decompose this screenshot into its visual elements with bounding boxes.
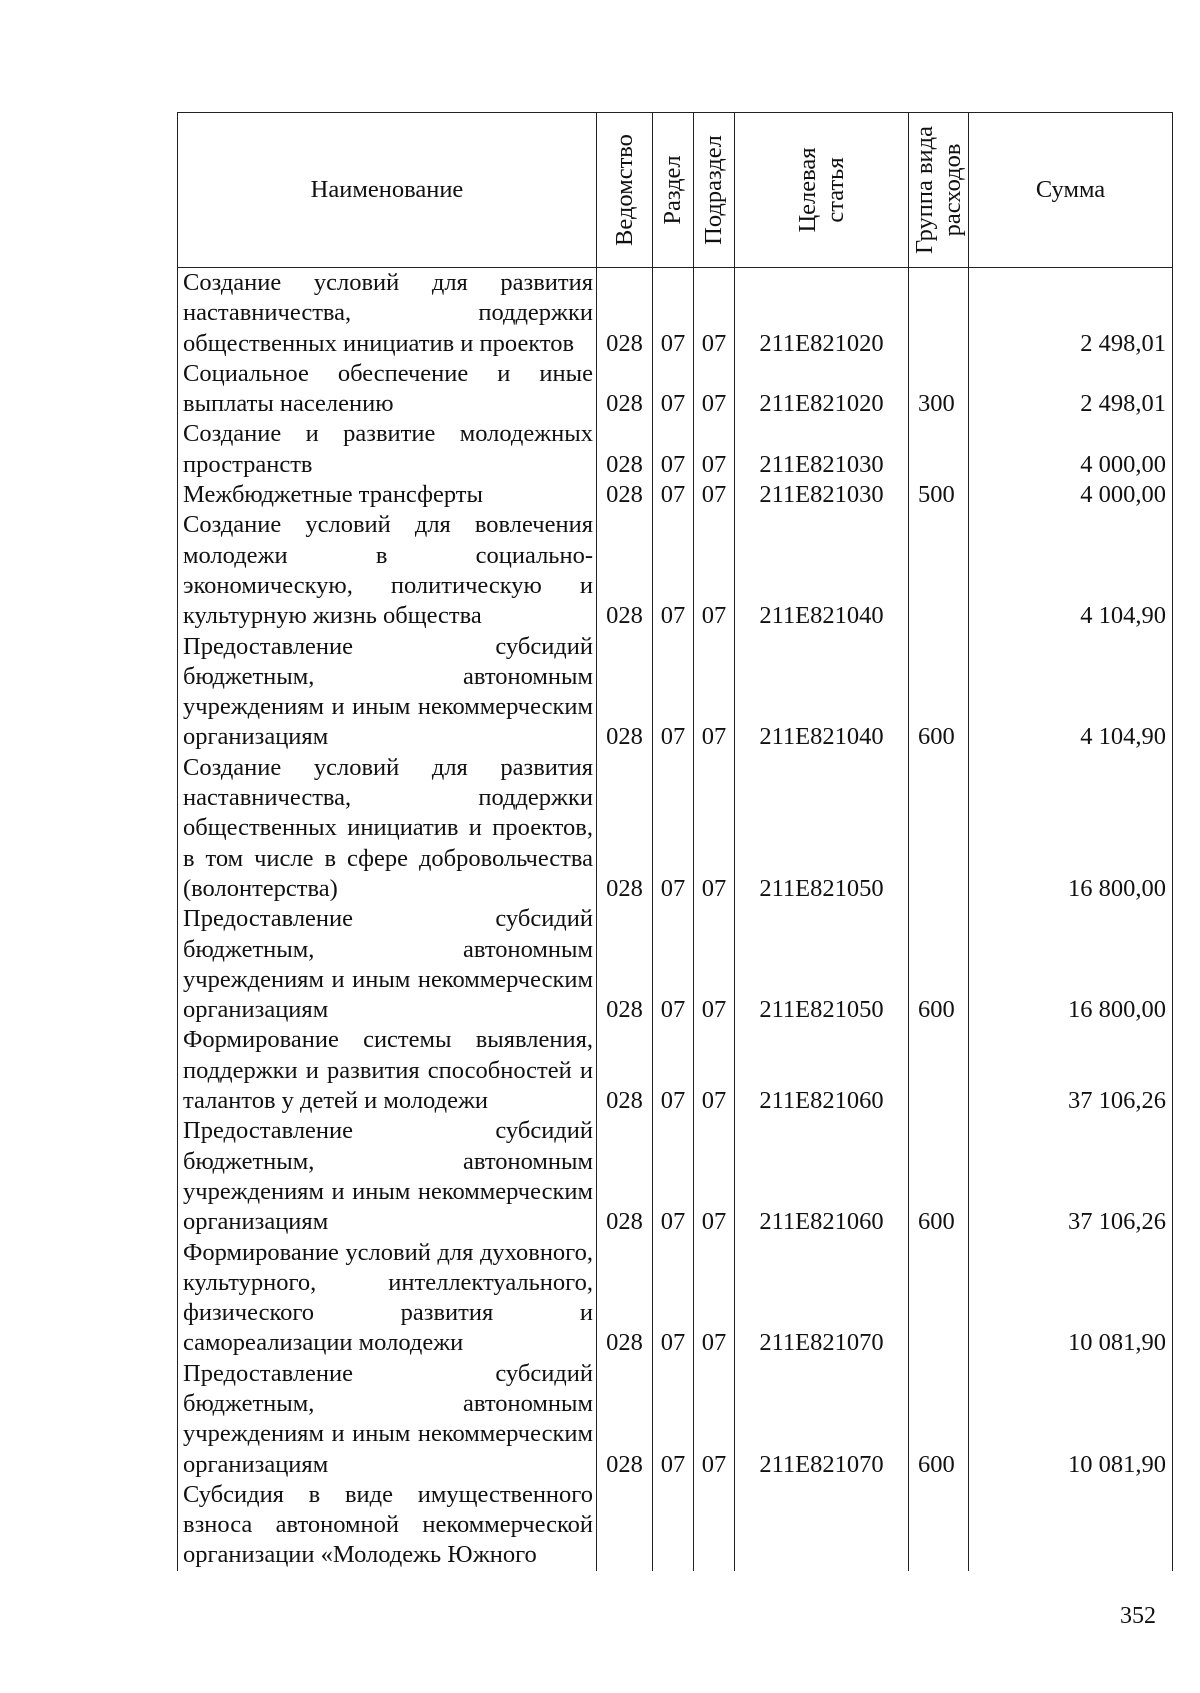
row-gruppa-cell <box>909 268 969 359</box>
row-gruppa-cell: 500 <box>909 480 969 510</box>
row-celevaya-cell: 211E821020 <box>735 268 909 359</box>
table-row <box>178 1359 1173 1480</box>
row-celevaya-cell: 211E821060 <box>735 1025 909 1116</box>
row-vedomstvo-cell: 028 <box>597 1359 653 1480</box>
row-razdel-cell: 07 <box>653 419 694 480</box>
row-name-cell: Предоставление субсидий бюджетным, автономным учреждениям и иным некоммерческим организациям <box>178 1359 597 1480</box>
row-name-cell: Создание условий для развития наставничества, поддержки общественных инициатив и проектов <box>178 268 597 359</box>
row-podrazdel-cell: 07 <box>694 419 735 480</box>
header-gruppa-label: Группа вида расходов <box>910 125 966 255</box>
header-summa: Сумма <box>969 113 1173 268</box>
row-name-cell: Создание и развитие молодежных пространств <box>178 419 597 480</box>
row-vedomstvo-cell: 028 <box>597 419 653 480</box>
header-celevaya <box>735 113 909 268</box>
table-header-row <box>178 113 1173 268</box>
row-razdel-cell: 07 <box>653 1238 694 1359</box>
row-razdel-cell: 07 <box>653 359 694 420</box>
row-vedomstvo-cell: 028 <box>597 632 653 753</box>
row-celevaya-cell: 211E821030 <box>735 480 909 510</box>
row-gruppa-cell <box>909 419 969 480</box>
header-name: Наименование <box>178 113 597 268</box>
row-name-cell: Субсидия в виде имущественного взноса автономной некоммерческой организации «Молодежь Южного <box>178 1480 597 1571</box>
page-number: 352 <box>1120 1603 1156 1629</box>
row-summa-cell: 16 800,00 <box>969 753 1173 904</box>
row-vedomstvo-cell: 028 <box>597 753 653 904</box>
header-vedomstvo <box>597 113 653 268</box>
table-row <box>178 753 1173 904</box>
row-vedomstvo-cell: 028 <box>597 1116 653 1237</box>
row-name-cell: Формирование системы выявления, поддержки и развития способностей и талантов у детей и молодежи <box>178 1025 597 1116</box>
row-podrazdel-cell: 07 <box>694 480 735 510</box>
row-gruppa-cell <box>909 510 969 631</box>
row-summa-cell: 37 106,26 <box>969 1116 1173 1237</box>
row-summa-cell <box>969 1480 1173 1571</box>
row-celevaya-cell: 211E821070 <box>735 1238 909 1359</box>
row-celevaya-cell: 211E821020 <box>735 359 909 420</box>
header-gruppa <box>909 113 969 268</box>
row-summa-cell: 37 106,26 <box>969 1025 1173 1116</box>
table-row <box>178 268 1173 359</box>
header-podrazdel <box>694 113 735 268</box>
table-row <box>178 632 1173 753</box>
header-celevaya-label: Целевая статья <box>793 147 849 233</box>
row-gruppa-cell: 600 <box>909 1359 969 1480</box>
table-row <box>178 1116 1173 1237</box>
row-gruppa-cell <box>909 1238 969 1359</box>
row-summa-cell: 2 498,01 <box>969 359 1173 420</box>
header-razdel-label: Раздел <box>659 155 686 225</box>
row-vedomstvo-cell: 028 <box>597 904 653 1025</box>
row-celevaya-cell: 211E821050 <box>735 904 909 1025</box>
table-row <box>178 904 1173 1025</box>
row-celevaya-cell: 211E821040 <box>735 632 909 753</box>
row-gruppa-cell: 300 <box>909 359 969 420</box>
row-gruppa-cell <box>909 1025 969 1116</box>
row-name-cell: Предоставление субсидий бюджетным, автономным учреждениям и иным некоммерческим организациям <box>178 632 597 753</box>
row-summa-cell: 2 498,01 <box>969 268 1173 359</box>
table-row <box>178 359 1173 420</box>
row-name-cell: Социальное обеспечение и иные выплаты населению <box>178 359 597 420</box>
row-celevaya-cell: 211E821060 <box>735 1116 909 1237</box>
header-razdel <box>653 113 694 268</box>
row-summa-cell: 10 081,90 <box>969 1359 1173 1480</box>
row-vedomstvo-cell: 028 <box>597 359 653 420</box>
row-name-cell: Предоставление субсидий бюджетным, автономным учреждениям и иным некоммерческим организациям <box>178 904 597 1025</box>
row-razdel-cell: 07 <box>653 1116 694 1237</box>
row-vedomstvo-cell: 028 <box>597 1238 653 1359</box>
row-gruppa-cell <box>909 1480 969 1571</box>
row-summa-cell: 4 104,90 <box>969 510 1173 631</box>
row-name-cell: Создание условий для развития наставничества, поддержки общественных инициатив и проектов, в том числе в сфере добровольчества (волонтерства) <box>178 753 597 904</box>
row-podrazdel-cell: 07 <box>694 1238 735 1359</box>
row-summa-cell: 4 104,90 <box>969 632 1173 753</box>
budget-table <box>177 112 1173 1571</box>
row-summa-cell: 4 000,00 <box>969 419 1173 480</box>
row-name-cell: Межбюджетные трансферты <box>178 480 597 510</box>
row-razdel-cell: 07 <box>653 268 694 359</box>
row-vedomstvo-cell <box>597 1480 653 1571</box>
row-vedomstvo-cell: 028 <box>597 1025 653 1116</box>
row-razdel-cell: 07 <box>653 480 694 510</box>
row-gruppa-cell: 600 <box>909 904 969 1025</box>
row-celevaya-cell: 211E821050 <box>735 753 909 904</box>
row-podrazdel-cell: 07 <box>694 1025 735 1116</box>
table-row <box>178 480 1173 510</box>
row-podrazdel-cell: 07 <box>694 1116 735 1237</box>
row-name-cell: Создание условий для вовлечения молодежи в социально-экономическую, политическую и культурную жизнь общества <box>178 510 597 631</box>
row-vedomstvo-cell: 028 <box>597 510 653 631</box>
table-row <box>178 1025 1173 1116</box>
row-summa-cell: 4 000,00 <box>969 480 1173 510</box>
header-podrazdel-label: Подраздел <box>700 135 727 245</box>
row-razdel-cell: 07 <box>653 753 694 904</box>
row-podrazdel-cell: 07 <box>694 1359 735 1480</box>
table-row <box>178 1238 1173 1359</box>
row-summa-cell: 16 800,00 <box>969 904 1173 1025</box>
row-razdel-cell <box>653 1480 694 1571</box>
row-podrazdel-cell <box>694 1480 735 1571</box>
table-row <box>178 419 1173 480</box>
row-gruppa-cell: 600 <box>909 632 969 753</box>
row-razdel-cell: 07 <box>653 1359 694 1480</box>
row-podrazdel-cell: 07 <box>694 359 735 420</box>
row-celevaya-cell: 211E821070 <box>735 1359 909 1480</box>
row-celevaya-cell: 211E821030 <box>735 419 909 480</box>
table-row <box>178 510 1173 631</box>
row-vedomstvo-cell: 028 <box>597 268 653 359</box>
row-razdel-cell: 07 <box>653 904 694 1025</box>
header-vedomstvo-label: Ведомство <box>610 134 638 246</box>
row-razdel-cell: 07 <box>653 632 694 753</box>
row-celevaya-cell: 211E821040 <box>735 510 909 631</box>
row-podrazdel-cell: 07 <box>694 904 735 1025</box>
table-row <box>178 1480 1173 1571</box>
row-celevaya-cell <box>735 1480 909 1571</box>
row-name-cell: Предоставление субсидий бюджетным, автономным учреждениям и иным некоммерческим организациям <box>178 1116 597 1237</box>
row-podrazdel-cell: 07 <box>694 753 735 904</box>
row-name-cell: Формирование условий для духовного, культурного, интеллектуального, физического развития и самореализации молодежи <box>178 1238 597 1359</box>
row-summa-cell: 10 081,90 <box>969 1238 1173 1359</box>
row-razdel-cell: 07 <box>653 1025 694 1116</box>
row-podrazdel-cell: 07 <box>694 632 735 753</box>
row-vedomstvo-cell: 028 <box>597 480 653 510</box>
row-gruppa-cell: 600 <box>909 1116 969 1237</box>
row-razdel-cell: 07 <box>653 510 694 631</box>
row-gruppa-cell <box>909 753 969 904</box>
row-podrazdel-cell: 07 <box>694 510 735 631</box>
row-podrazdel-cell: 07 <box>694 268 735 359</box>
